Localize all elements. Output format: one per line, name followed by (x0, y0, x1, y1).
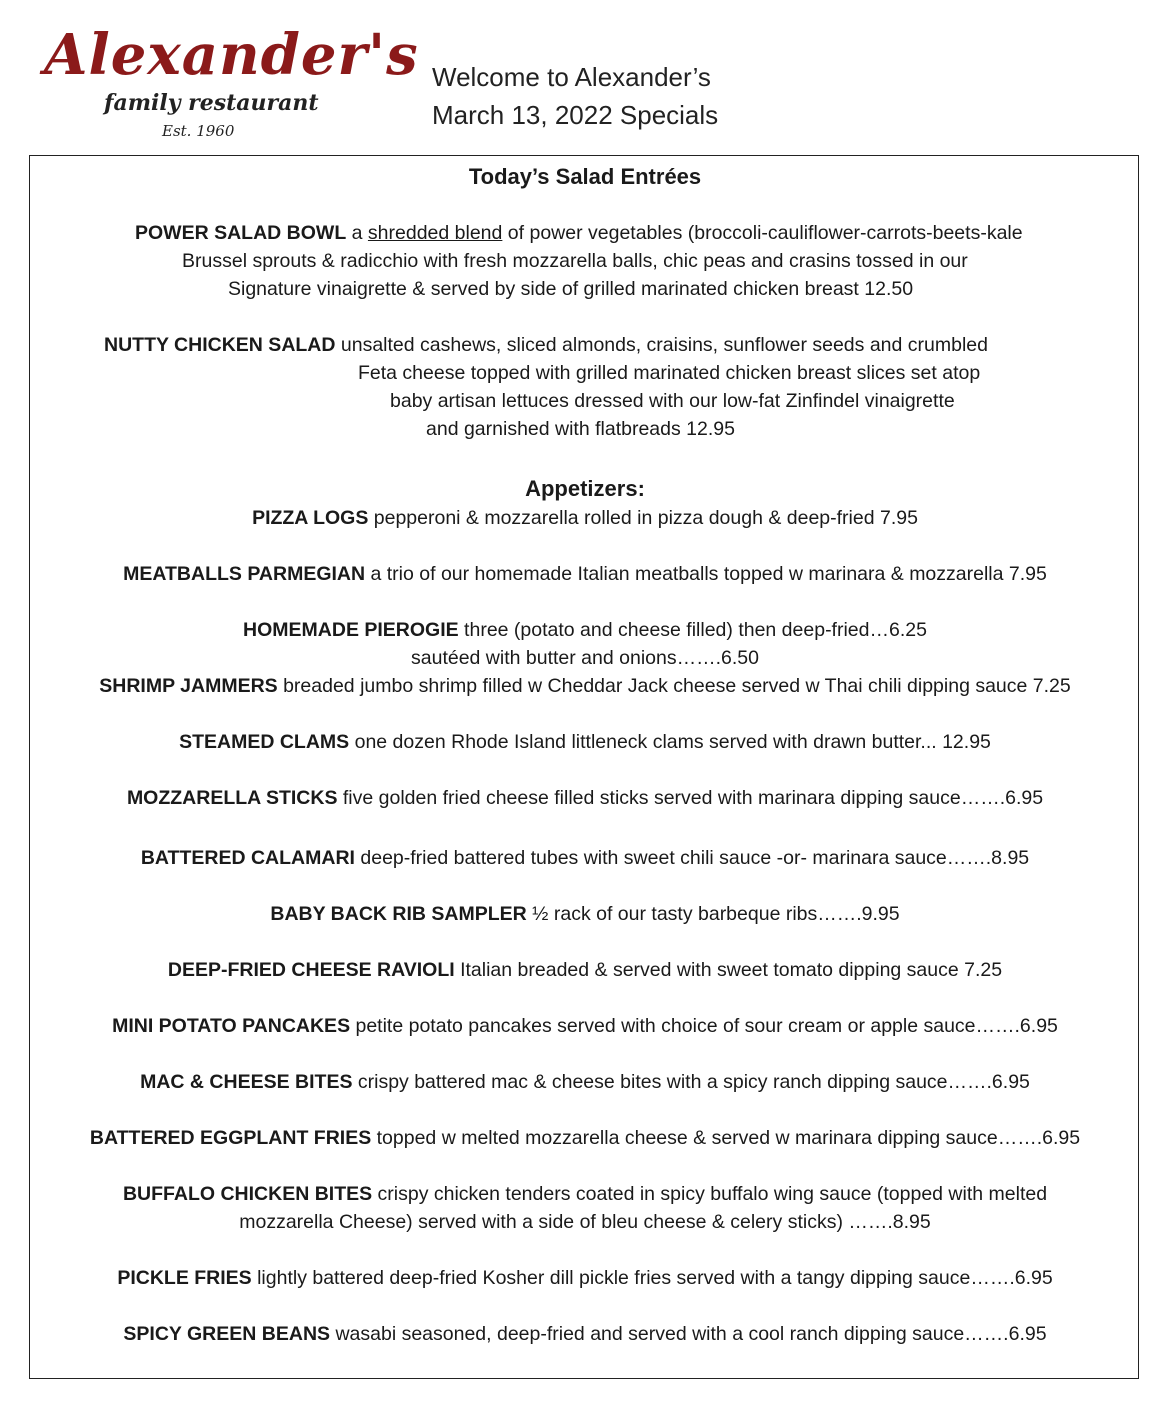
menu-item-power-salad (135, 222, 1023, 245)
specials-date: March 13, 2022 Specials (432, 100, 719, 130)
item-name: BATTERED CALAMARI (140, 847, 355, 869)
item-desc-line: Brussel sprouts & radicchio with fresh mozzarella balls, chic peas and crasins tossed in our (182, 250, 968, 272)
item-name: PIZZA LOGS (252, 507, 369, 529)
item-name: POWER SALAD BOWL (135, 222, 347, 244)
menu-item-potato-pancakes (30, 1015, 1140, 1038)
item-desc-underlined: shredded blend (367, 222, 503, 244)
menu-item-shrimp-jammers (30, 675, 1140, 698)
item-desc: pepperoni & mozzarella rolled in pizza dough & deep-fried 7.95 (368, 507, 918, 529)
item-name: DEEP-FRIED CHEESE RAVIOLI (167, 959, 455, 981)
item-desc: deep-fried battered tubes with sweet chili sauce -or- marinara sauce…….8.95 (354, 847, 1030, 869)
menu-item-cheese-ravioli (30, 959, 1140, 982)
item-desc: a trio of our homemade Italian meatballs topped w marinara & mozzarella 7.95 (365, 563, 1047, 585)
menu-item-steamed-clams (30, 731, 1140, 754)
item-desc: five golden fried cheese filled sticks served with marinara dipping sauce…….6.95 (337, 787, 1044, 809)
item-name: PICKLE FRIES (117, 1267, 252, 1289)
menu-item-pickle-fries (30, 1267, 1140, 1290)
item-desc: crispy battered mac & cheese bites with a spicy ranch dipping sauce…….6.95 (352, 1071, 1030, 1093)
item-desc: wasabi seasoned, deep-fried and served with a cool ranch dipping sauce…….6.95 (330, 1323, 1047, 1345)
menu-item-rib-sampler (30, 903, 1140, 926)
salad-heading: Today’s Salad Entrées (468, 164, 702, 189)
item-name: BATTERED EGGPLANT FRIES (89, 1127, 372, 1149)
restaurant-logo (40, 18, 419, 148)
item-desc-line: mozzarella Cheese) served with a side of bleu cheese & celery sticks) …….8.95 (239, 1211, 931, 1233)
item-desc: a (346, 222, 368, 244)
logo-subtitle: family restaurant (104, 90, 319, 116)
item-name: SHRIMP JAMMERS (99, 675, 278, 697)
menu-item-pizza-logs (30, 507, 1140, 530)
item-name: NUTTY CHICKEN SALAD (104, 334, 336, 356)
menu-item-battered-calamari (30, 847, 1140, 870)
item-desc: of power vegetables (broccoli-cauliflower-carrots-beets-kale (502, 222, 1023, 244)
item-name: HOMEMADE PIEROGIE (243, 619, 459, 641)
menu-item-eggplant-fries (30, 1127, 1140, 1150)
menu-item-buffalo-chicken-bites (30, 1183, 1140, 1206)
specials-menu (29, 155, 1139, 1379)
item-desc: Italian breaded & served with sweet tomato dipping sauce 7.25 (454, 959, 1003, 981)
item-desc-line: Feta cheese topped with grilled marinated chicken breast slices set atop (358, 362, 981, 384)
item-desc-line: and garnished with flatbreads 12.95 (426, 418, 735, 440)
item-desc: ½ rack of our tasty barbeque ribs…….9.95 (526, 903, 900, 925)
menu-item-mac-cheese-bites (30, 1071, 1140, 1094)
item-name: BUFFALO CHICKEN BITES (122, 1183, 373, 1205)
item-name: SPICY GREEN BEANS (123, 1323, 331, 1345)
item-desc: topped w melted mozzarella cheese & served w marinara dipping sauce…….6.95 (371, 1127, 1081, 1149)
menu-item-spicy-green-beans (30, 1323, 1140, 1346)
menu-item-nutty-chicken-salad (104, 334, 988, 357)
item-desc: breaded jumbo shrimp filled w Cheddar Jack cheese served w Thai chili dipping sauce 7.25 (277, 675, 1071, 697)
item-desc: crispy chicken tenders coated in spicy buffalo wing sauce (topped with melted (372, 1183, 1048, 1205)
item-desc: lightly battered deep-fried Kosher dill pickle fries served with a tangy dipping sauce…….6.95 (251, 1267, 1053, 1289)
item-name: MEATBALLS PARMEGIAN (123, 563, 366, 585)
logo-established: Est. 1960 (162, 122, 235, 140)
appetizers-heading: Appetizers: (525, 476, 645, 501)
item-desc: one dozen Rhode Island littleneck clams served with drawn butter... 12.95 (349, 731, 991, 753)
item-name: BABY BACK RIB SAMPLER (270, 903, 527, 925)
menu-item-meatballs (30, 563, 1140, 586)
welcome-line: Welcome to Alexander’s (432, 62, 711, 92)
item-name: MINI POTATO PANCAKES (112, 1015, 351, 1037)
welcome-header (432, 58, 718, 134)
item-desc: three (potato and cheese filled) then deep-fried…6.25 (458, 619, 927, 641)
item-name: STEAMED CLAMS (179, 731, 350, 753)
menu-item-mozzarella-sticks (30, 787, 1140, 810)
logo-name: Alexander's (44, 22, 419, 88)
item-desc-line: sautéed with butter and onions…….6.50 (411, 647, 759, 669)
item-desc-line: baby artisan lettuces dressed with our low-fat Zinfindel vinaigrette (390, 390, 955, 412)
item-name: MAC & CHEESE BITES (140, 1071, 353, 1093)
menu-item-pierogie (30, 619, 1140, 642)
item-name: MOZZARELLA STICKS (126, 787, 338, 809)
item-desc: petite potato pancakes served with choice of sour cream or apple sauce…….6.95 (350, 1015, 1058, 1037)
item-desc-line: Signature vinaigrette & served by side of grilled marinated chicken breast 12.50 (228, 278, 914, 300)
item-desc: unsalted cashews, sliced almonds, craisins, sunflower seeds and crumbled (335, 334, 988, 356)
